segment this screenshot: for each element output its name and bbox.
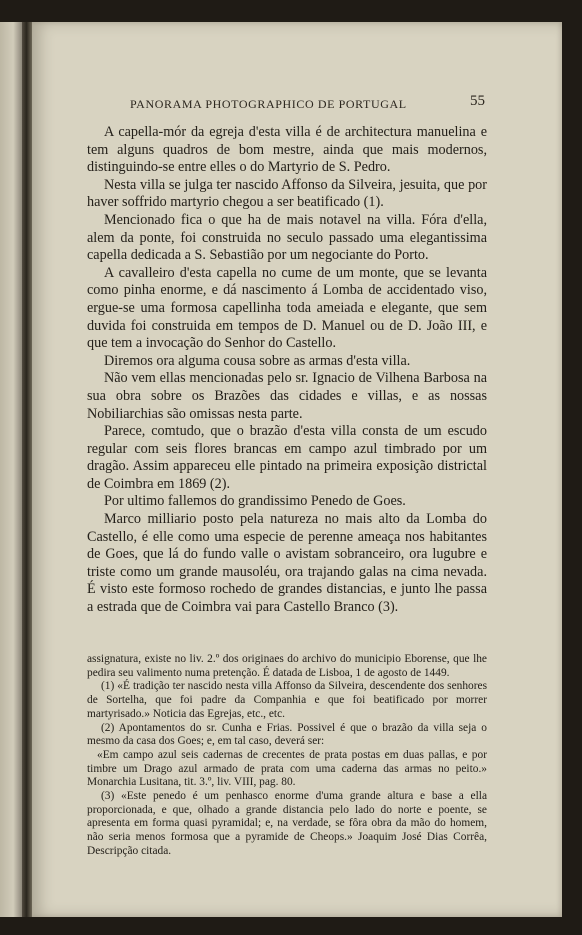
previous-page-edge [0,22,22,917]
footnotes [87,653,487,859]
footnote-1: (1) «É tradição ter nascido nesta villa Affonso da Silveira, descendente dos senhores de Sortelha, que foi padre da Companhia e que foi beatificado por morrer martyrisado.» Noticia das Egrejas, etc., etc. [87,680,487,720]
paragraph: Por ultimo fallemos do grandissimo Penedo de Goes. [104,493,406,510]
running-title: PANORAMA PHOTOGRAPHICO DE PORTUGAL [130,97,407,111]
paragraph: Diremos ora alguma cousa sobre as armas d'esta villa. [104,352,411,369]
paragraph: A capella-mór da egreja d'esta villa é de architectura manuelina e tem alguns quadros de bom mestre, ainda que mais modernos, distinguindo-se entre elles o do Martyrio de S. Pedro. [87,124,487,176]
main-text [87,124,487,617]
paragraph: Parece, comtudo, que o brazão d'esta villa consta de um escudo regular com seis flores brancas em campo azul timbrado por um dragão. Assim appareceu elle pintado na primeira exposição districtal de Coimbra em 1869 (2). [87,423,487,492]
footnote-2: (2) Apontamentos do sr. Cunha e Frias. Possivel é que o brazão da villa seja o mesmo da casa dos Goes; e, em tal caso, deverá ser: [87,721,487,748]
paragraph: A cavalleiro d'esta capella no cume de um monte, que se levanta como pinha enorme, e dá nascimento á Lomba de accidentado viso, ergue-se uma formosa capellinha toda ameiada e elegante, que sem duvida foi construida em tempos de D. Manuel ou de D. João III, e que tem a invocação do Senhor do Castello. [87,264,487,352]
paragraph: Não vem ellas mencionadas pelo sr. Ignacio de Vilhena Barbosa na sua obra sobre os Brazões das cidades e villas, e as nossas Nobiliarchias são omissas nesta parte. [87,370,487,422]
footnote-3: (3) «Este penedo é um penhasco enorme d'uma grande altura e base a ella proporcionada, e que, olhado a grande distancia pelo lado do norte e poente, se apresenta em forma quasi pyramidal; e, na verdade, se fôra obra da mão do homem, não seria menos formosa que a pyramide de Cheops.» Joaquim José Dias Corrêa, Descripção citada. [87,790,487,857]
footnote-continuation: assignatura, existe no liv. 2.º dos originaes do archivo do municipio Eborense, que lhe pedira seu valimento numa pretenção. É datada de Lisboa, 1 de agosto de 1449. [87,653,487,679]
page-number: 55 [470,93,485,109]
paragraph: Mencionado fica o que ha de mais notavel na villa. Fóra d'ella, alem da ponte, foi construida no seculo passado uma elegantissima capella dedicada a S. Sebastião por um negociante do Porto. [87,211,487,264]
paragraph: Marco milliario posto pela natureza no mais alto da Lomba do Castello, é elle como uma especie de perenne ameaça nos habitantes de Goes, que lá do fundo valle o avistam sobranceiro, ora lugubre e triste como um grande mausoléu, ora trajando galas na cima nevada. É visto este formoso rochedo de grandes distancias, e junto lhe passa a estrada que de Coimbra vai para Castello Branco (3). [87,511,487,616]
paragraph: Nesta villa se julga ter nascido Affonso da Silveira, jesuita, que por haver soffrido martyrio chegou a ser beatificado (1). [87,176,487,211]
book-gutter [22,22,32,917]
footnote-2-quote: «Em campo azul seis cadernas de crecentes de prata postas em duas pallas, e por timbre um Drago azul armado de prata com uma caderna das armas no peito.» Monarchia Lusitana, tit. 3.º, liv. VIII, pag. 80. [87,748,487,789]
